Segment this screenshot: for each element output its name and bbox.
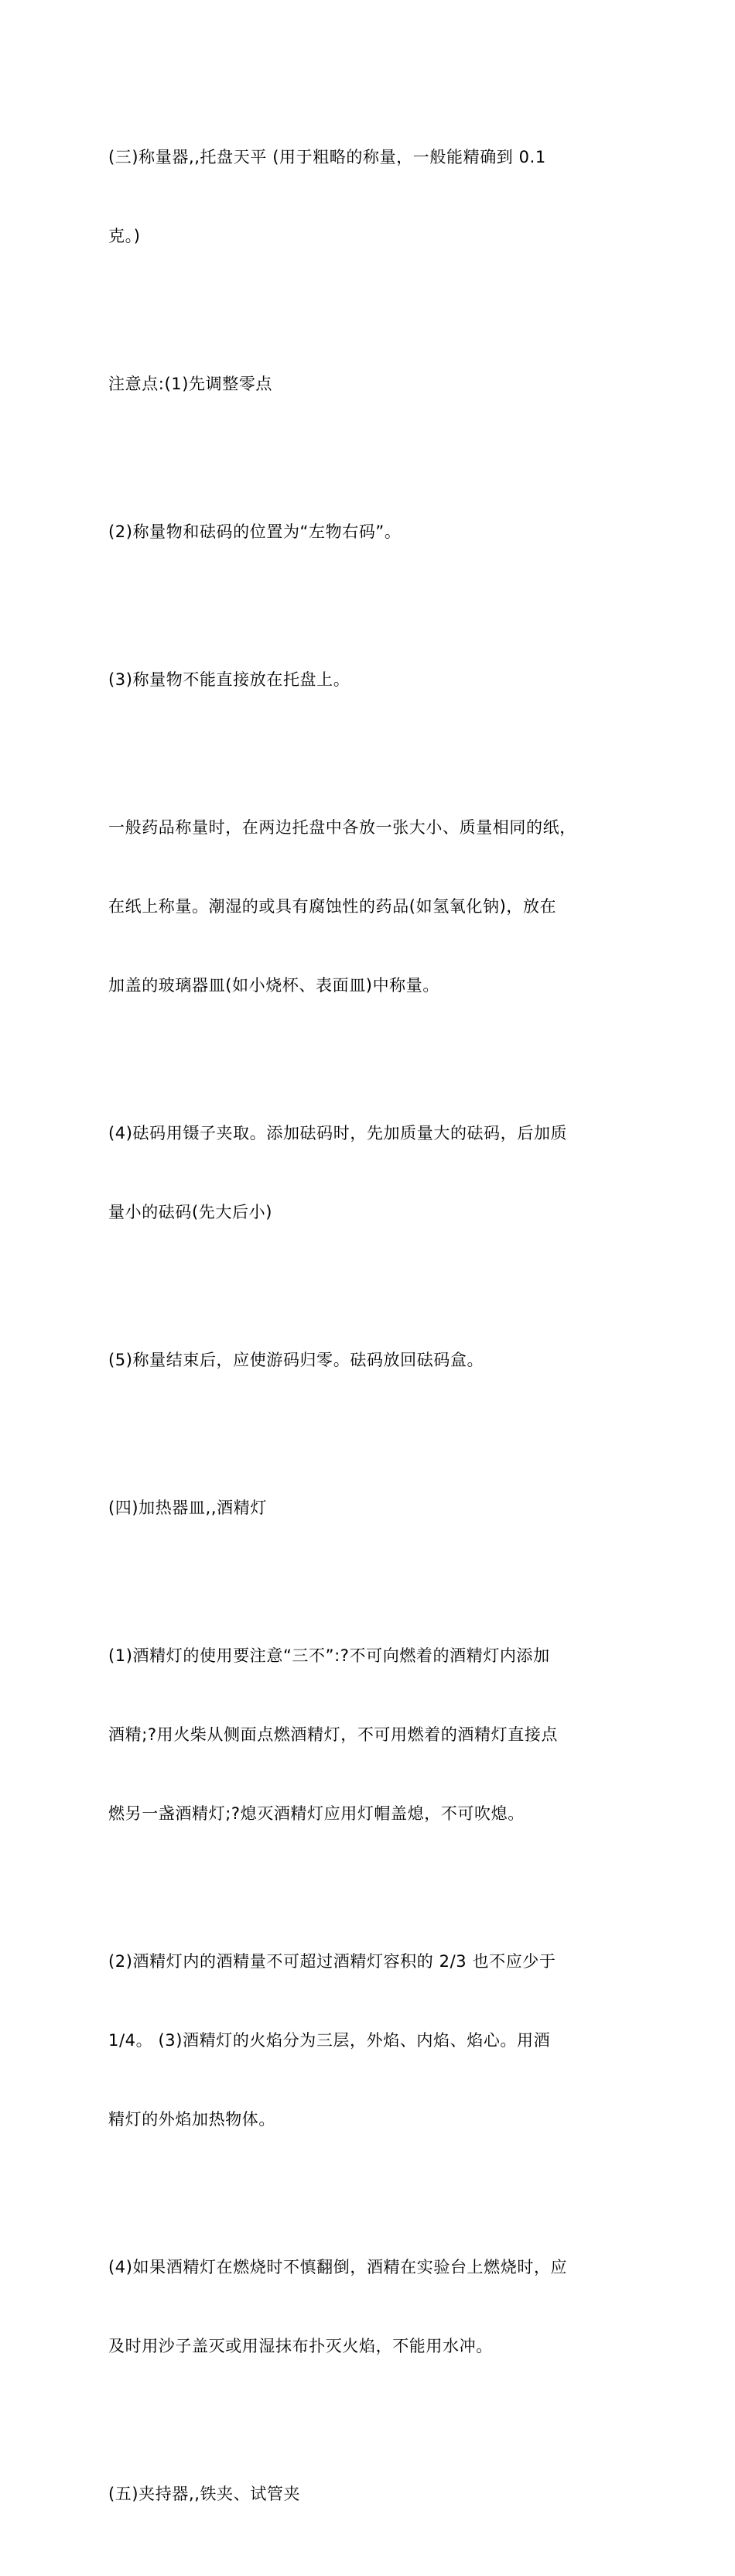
document-body [108, 91, 634, 2576]
text-line: (四)加热器皿,,酒精灯 [108, 1499, 267, 1517]
text-line: (3)称量物不能直接放在托盘上。 [108, 670, 350, 689]
paragraph-weighing-method [108, 762, 634, 1051]
paragraph-not-directly-on-tray [108, 614, 634, 745]
text-line: (4)砝码用镊子夹取。添加砝码时，先加质量大的砝码，后加质 [108, 1124, 568, 1142]
text-line: 酒精;?用火柴从侧面点燃酒精灯，不可用燃着的酒精灯直接点 [108, 1725, 559, 1744]
text-line: 及时用沙子盖灭或用湿抹布扑灭火焰，不能用水冲。 [108, 2337, 493, 2355]
text-line: (4)如果酒精灯在燃烧时不慎翻倒，酒精在实验台上燃烧时，应 [108, 2258, 568, 2276]
text-line: 燃另一盏酒精灯;?熄灭酒精灯应用灯帽盖熄，不可吹熄。 [108, 1804, 525, 1823]
text-line: (三)称量器,,托盘天平 (用于粗略的称量，一般能精确到 0.1 [108, 148, 546, 166]
text-line: (五)夹持器,,铁夹、试管夹 [108, 2485, 301, 2503]
text-line: 克。) [108, 227, 141, 245]
text-line: (2)酒精灯内的酒精量不可超过酒精灯容积的 2/3 也不应少于 [108, 1952, 556, 1971]
paragraph-note-zero-point [108, 318, 634, 450]
text-line: 注意点:(1)先调整零点 [108, 375, 273, 393]
text-line: 量小的砝码(先大后小) [108, 1203, 272, 1221]
paragraph-clamps-heading [108, 2428, 634, 2560]
text-line: 一般药品称量时，在两边托盘中各放一张大小、质量相同的纸， [108, 818, 576, 837]
paragraph-fire-safety [108, 2201, 634, 2412]
text-line: (2)称量物和砝码的位置为“左物右码”。 [108, 522, 402, 541]
paragraph-alcohol-amount [108, 1896, 634, 2185]
text-line: (1)酒精灯的使用要注意“三不”:?不可向燃着的酒精灯内添加 [108, 1646, 550, 1665]
paragraph-balance-heading [108, 91, 634, 302]
paragraph-heating-heading [108, 1442, 634, 1574]
paragraph-tweezers [108, 1067, 634, 1278]
text-line: 加盖的玻璃器皿(如小烧杯、表面皿)中称量。 [108, 976, 439, 995]
text-line: 精灯的外焰加热物体。 [108, 2110, 275, 2129]
paragraph-three-nots [108, 1590, 634, 1879]
paragraph-left-object-right-weight [108, 466, 634, 598]
text-line: (5)称量结束后，应使游码归零。砝码放回砝码盒。 [108, 1351, 484, 1369]
text-line: 1/4。 (3)酒精灯的火焰分为三层，外焰、内焰、焰心。用酒 [108, 2031, 551, 2050]
paragraph-after-weighing [108, 1294, 634, 1426]
text-line: 在纸上称量。潮湿的或具有腐蚀性的药品(如氢氧化钠)，放在 [108, 897, 557, 916]
